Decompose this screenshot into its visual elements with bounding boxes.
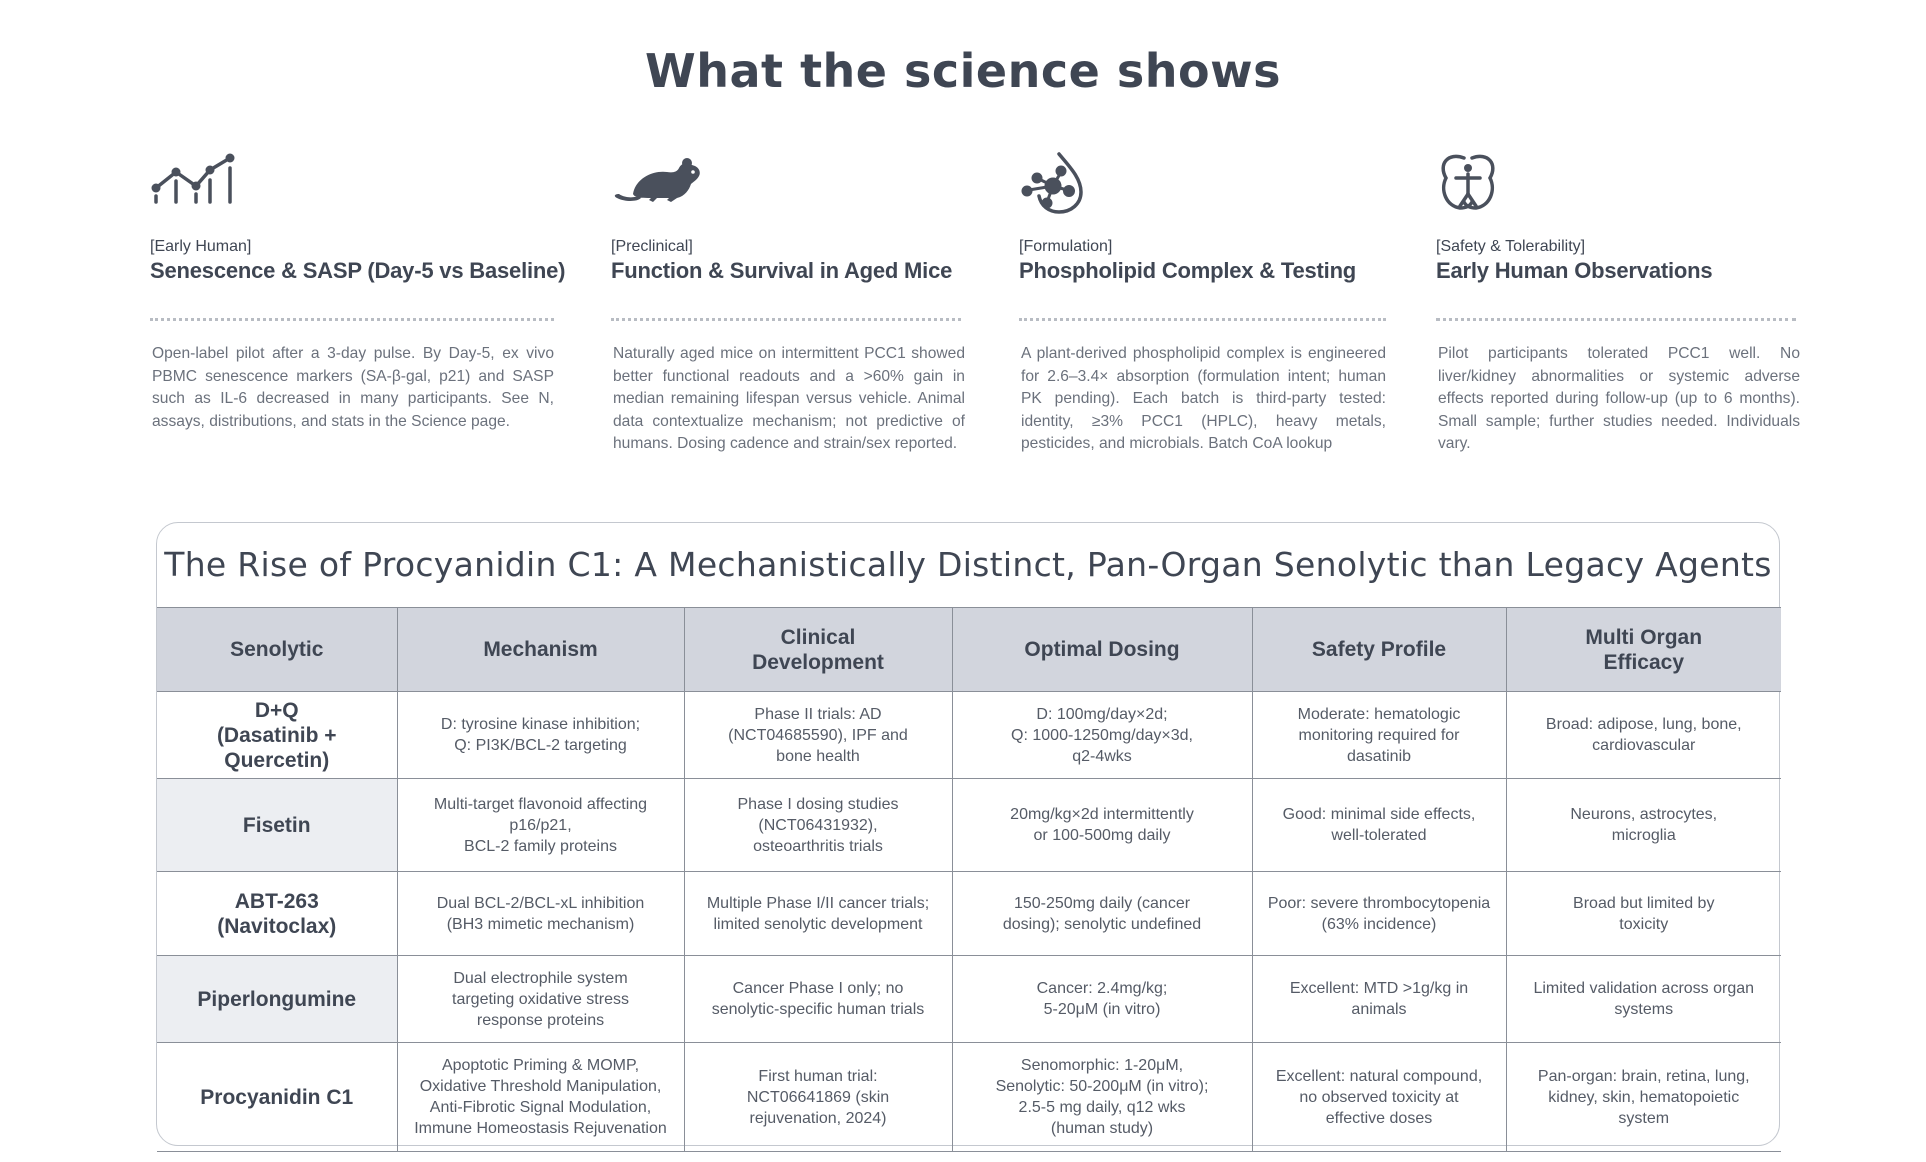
column-header-mechanism: Mechanism <box>397 608 684 692</box>
safety-cell: Excellent: MTD >1g/kg in animals <box>1252 956 1506 1043</box>
senolytic-name: Procyanidin C1 <box>157 1043 397 1152</box>
column-header-safety: Safety Profile <box>1252 608 1506 692</box>
efficacy-cell: Broad: adipose, lung, bone, cardiovascular <box>1506 692 1781 779</box>
table-row <box>157 692 1781 779</box>
table-row <box>157 1043 1781 1152</box>
column-header-senolytic: Senolytic <box>157 608 397 692</box>
efficacy-cell: Neurons, astrocytes, microglia <box>1506 779 1781 872</box>
senolytic-name: D+Q (Dasatinib + Quercetin) <box>157 692 397 779</box>
card-title: Function & Survival in Aged Mice <box>611 258 953 283</box>
clinical-cell: Multiple Phase I/II cancer trials; limited senolytic development <box>684 872 952 956</box>
dosing-cell: 150-250mg daily (cancer dosing); senolytic undefined <box>952 872 1252 956</box>
card-tag: [Preclinical] <box>611 238 693 255</box>
dotted-divider <box>150 318 554 321</box>
efficacy-cell: Pan-organ: brain, retina, lung, kidney, skin, hematopoietic system <box>1506 1043 1781 1152</box>
clinical-cell: Cancer Phase I only; no senolytic-specific human trials <box>684 956 952 1043</box>
dosing-cell: Cancer: 2.4mg/kg; 5-20μM (in vitro) <box>952 956 1252 1043</box>
senolytic-name: ABT-263 (Navitoclax) <box>157 872 397 956</box>
clinical-cell: First human trial: NCT06641869 (skin rejuvenation, 2024) <box>684 1043 952 1152</box>
column-header-dosing: Optimal Dosing <box>952 608 1252 692</box>
column-header-efficacy: Multi Organ Efficacy <box>1506 608 1781 692</box>
clinical-cell: Phase I dosing studies (NCT06431932), osteoarthritis trials <box>684 779 952 872</box>
table-row <box>157 956 1781 1043</box>
mechanism-cell: D: tyrosine kinase inhibition; Q: PI3K/BCL-2 targeting <box>397 692 684 779</box>
science-card-formulation <box>1019 150 1386 470</box>
table-title: The Rise of Procyanidin C1: A Mechanistically Distinct, Pan-Organ Senolytic than Legacy Agents <box>164 545 1772 584</box>
senolytic-name: Fisetin <box>157 779 397 872</box>
dotted-divider <box>611 318 961 321</box>
science-card-safety <box>1436 150 1798 470</box>
card-tag: [Formulation] <box>1019 238 1113 255</box>
mechanism-cell: Apoptotic Priming & MOMP, Oxidative Threshold Manipulation, Anti-Fibrotic Signal Modulation, Immune Homeostasis Rejuvenation <box>397 1043 684 1152</box>
mechanism-cell: Dual electrophile system targeting oxidative stress response proteins <box>397 956 684 1043</box>
card-title: Early Human Observations <box>1436 258 1713 283</box>
clinical-cell: Phase II trials: AD (NCT04685590), IPF and bone health <box>684 692 952 779</box>
comparison-table-card <box>156 522 1780 1146</box>
dosing-cell: 20mg/kg×2d intermittently or 100-500mg daily <box>952 779 1252 872</box>
molecule-drop-icon <box>1019 150 1119 216</box>
senolytic-name: Piperlongumine <box>157 956 397 1043</box>
card-body: Open-label pilot after a 3-day pulse. By Day-5, ex vivo PBMC senescence markers (SA-β-gal, p21) and SASP such as IL-6 decreased in many participants. See N, assays, distributions, and stats in the Science page. <box>152 345 554 430</box>
card-title: Phospholipid Complex & Testing <box>1019 258 1357 283</box>
card-body: A plant-derived phospholipid complex is engineered for 2.6–3.4× absorption (formulation intent; human PK pending). Each batch is third-party tested: identity, ≥3% PCC1 (HPLC), heavy metals, pesticides, and microbials. Batch CoA lookup <box>1021 345 1386 452</box>
card-title: Senescence & SASP (Day-5 vs Baseline) <box>150 258 566 283</box>
table-header-row <box>157 608 1781 692</box>
science-card-preclinical <box>611 150 965 470</box>
line-chart-icon <box>150 150 250 216</box>
safety-cell: Good: minimal side effects, well-tolerated <box>1252 779 1506 872</box>
mechanism-cell: Dual BCL-2/BCL-xL inhibition (BH3 mimetic mechanism) <box>397 872 684 956</box>
card-tag: [Early Human] <box>150 238 252 255</box>
section-heading: What the science shows <box>645 44 1281 98</box>
card-body: Pilot participants tolerated PCC1 well. No liver/kidney abnormalities or systemic adverse effects reported during follow-up (up to 6 months). Small sample; further studies needed. Individuals vary. <box>1438 345 1800 452</box>
efficacy-cell: Limited validation across organ systems <box>1506 956 1781 1043</box>
human-figure-icon <box>1436 150 1536 216</box>
safety-cell: Poor: severe thrombocytopenia (63% incidence) <box>1252 872 1506 956</box>
table-row <box>157 872 1781 956</box>
dotted-divider <box>1436 318 1796 321</box>
dosing-cell: D: 100mg/day×2d; Q: 1000-1250mg/day×3d, q2-4wks <box>952 692 1252 779</box>
mouse-icon <box>611 150 711 216</box>
mechanism-cell: Multi-target flavonoid affecting p16/p21, BCL-2 family proteins <box>397 779 684 872</box>
dosing-cell: Senomorphic: 1-20μM, Senolytic: 50-200μM (in vitro); 2.5-5 mg daily, q12 wks (human study) <box>952 1043 1252 1152</box>
science-card-early-human <box>150 150 566 470</box>
column-header-clinical: Clinical Development <box>684 608 952 692</box>
safety-cell: Excellent: natural compound, no observed toxicity at effective doses <box>1252 1043 1506 1152</box>
card-tag: [Safety & Tolerability] <box>1436 238 1586 255</box>
card-body: Naturally aged mice on intermittent PCC1 showed better functional readouts and a >60% gain in median remaining lifespan versus vehicle. Animal data contextualize mechanism; not predictive of humans. Dosing cadence and strain/sex reported. <box>613 345 965 452</box>
efficacy-cell: Broad but limited by toxicity <box>1506 872 1781 956</box>
table-row <box>157 779 1781 872</box>
safety-cell: Moderate: hematologic monitoring required for dasatinib <box>1252 692 1506 779</box>
comparison-table <box>157 607 1781 1152</box>
dotted-divider <box>1019 318 1386 321</box>
